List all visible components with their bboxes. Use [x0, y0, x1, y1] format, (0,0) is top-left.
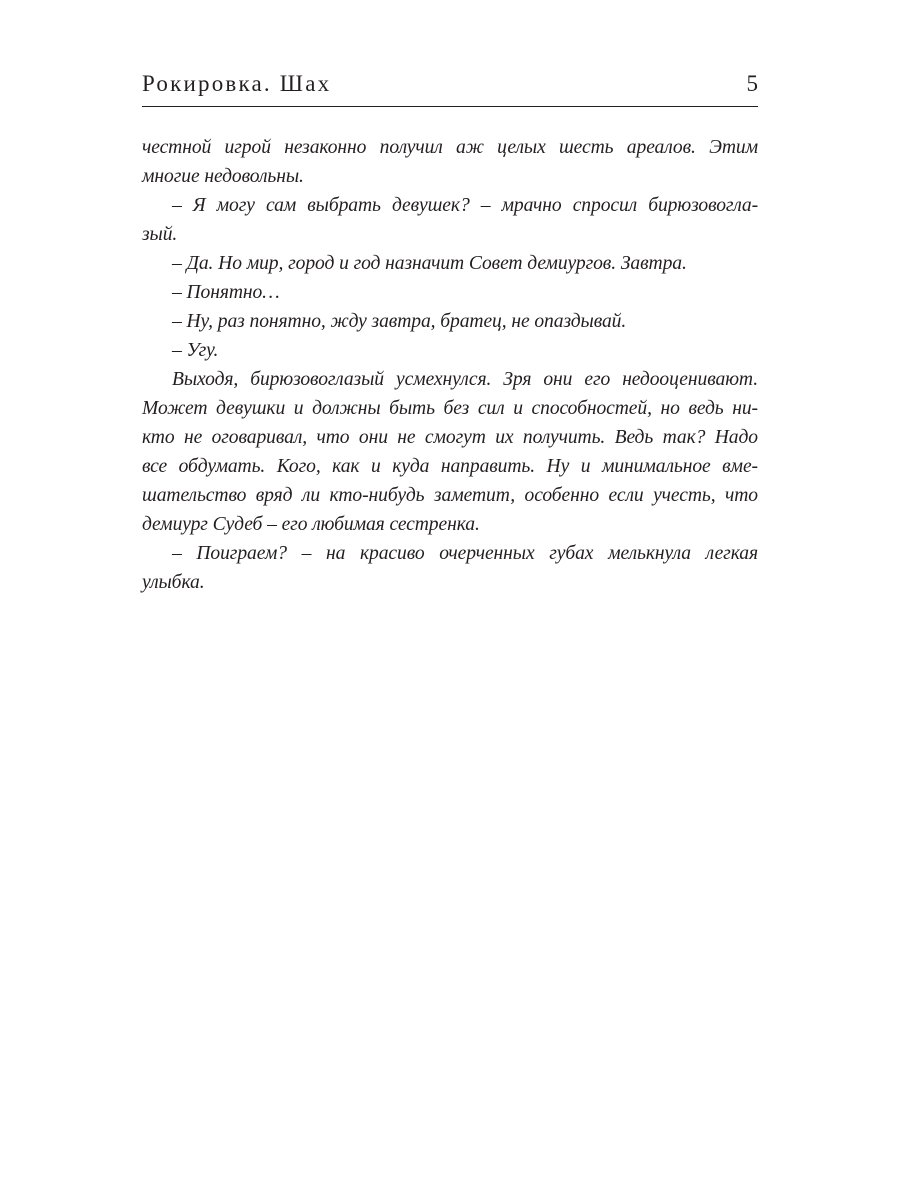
text-line: демиург Судеб – его любимая сестренка. — [142, 514, 480, 535]
text-line: – Поиграем? – на красиво очерченных губах мелькнула легкая — [172, 543, 758, 564]
text-line: многие недовольны. — [142, 166, 304, 187]
text-line: зый. — [142, 224, 178, 245]
text-line: Выходя, бирюзовоглазый усмехнулся. Зря они его недооценивают. — [172, 369, 758, 390]
text-line: – Я могу сам выбрать девушек? – мрачно спросил бирюзовогла- — [172, 195, 758, 216]
text-line: шательство вряд ли кто-нибудь заметит, особенно если учесть, что — [142, 485, 758, 506]
text-line: кто не оговаривал, что они не смогут их получить. Ведь так? Надо — [142, 427, 758, 448]
book-title: Рокировка. Шах — [142, 71, 332, 96]
body-text — [142, 133, 758, 597]
text-line: все обдумать. Кого, как и куда направить. Ну и минимальное вме- — [142, 456, 758, 477]
page-number: 5 — [746, 71, 758, 96]
text-line: честной игрой незаконно получил аж целых шесть ареалов. Этим — [142, 137, 758, 158]
text-line: – Угу. — [172, 340, 219, 361]
running-head — [142, 70, 758, 107]
text-line: – Да. Но мир, город и год назначит Совет демиургов. Завтра. — [172, 253, 687, 274]
text-line: Может девушки и должны быть без сил и способностей, но ведь ни- — [142, 398, 758, 419]
text-line: улыбка. — [142, 572, 205, 593]
text-line: – Понятно… — [172, 282, 280, 303]
text-line: – Ну, раз понятно, жду завтра, братец, не опаздывай. — [172, 311, 627, 332]
